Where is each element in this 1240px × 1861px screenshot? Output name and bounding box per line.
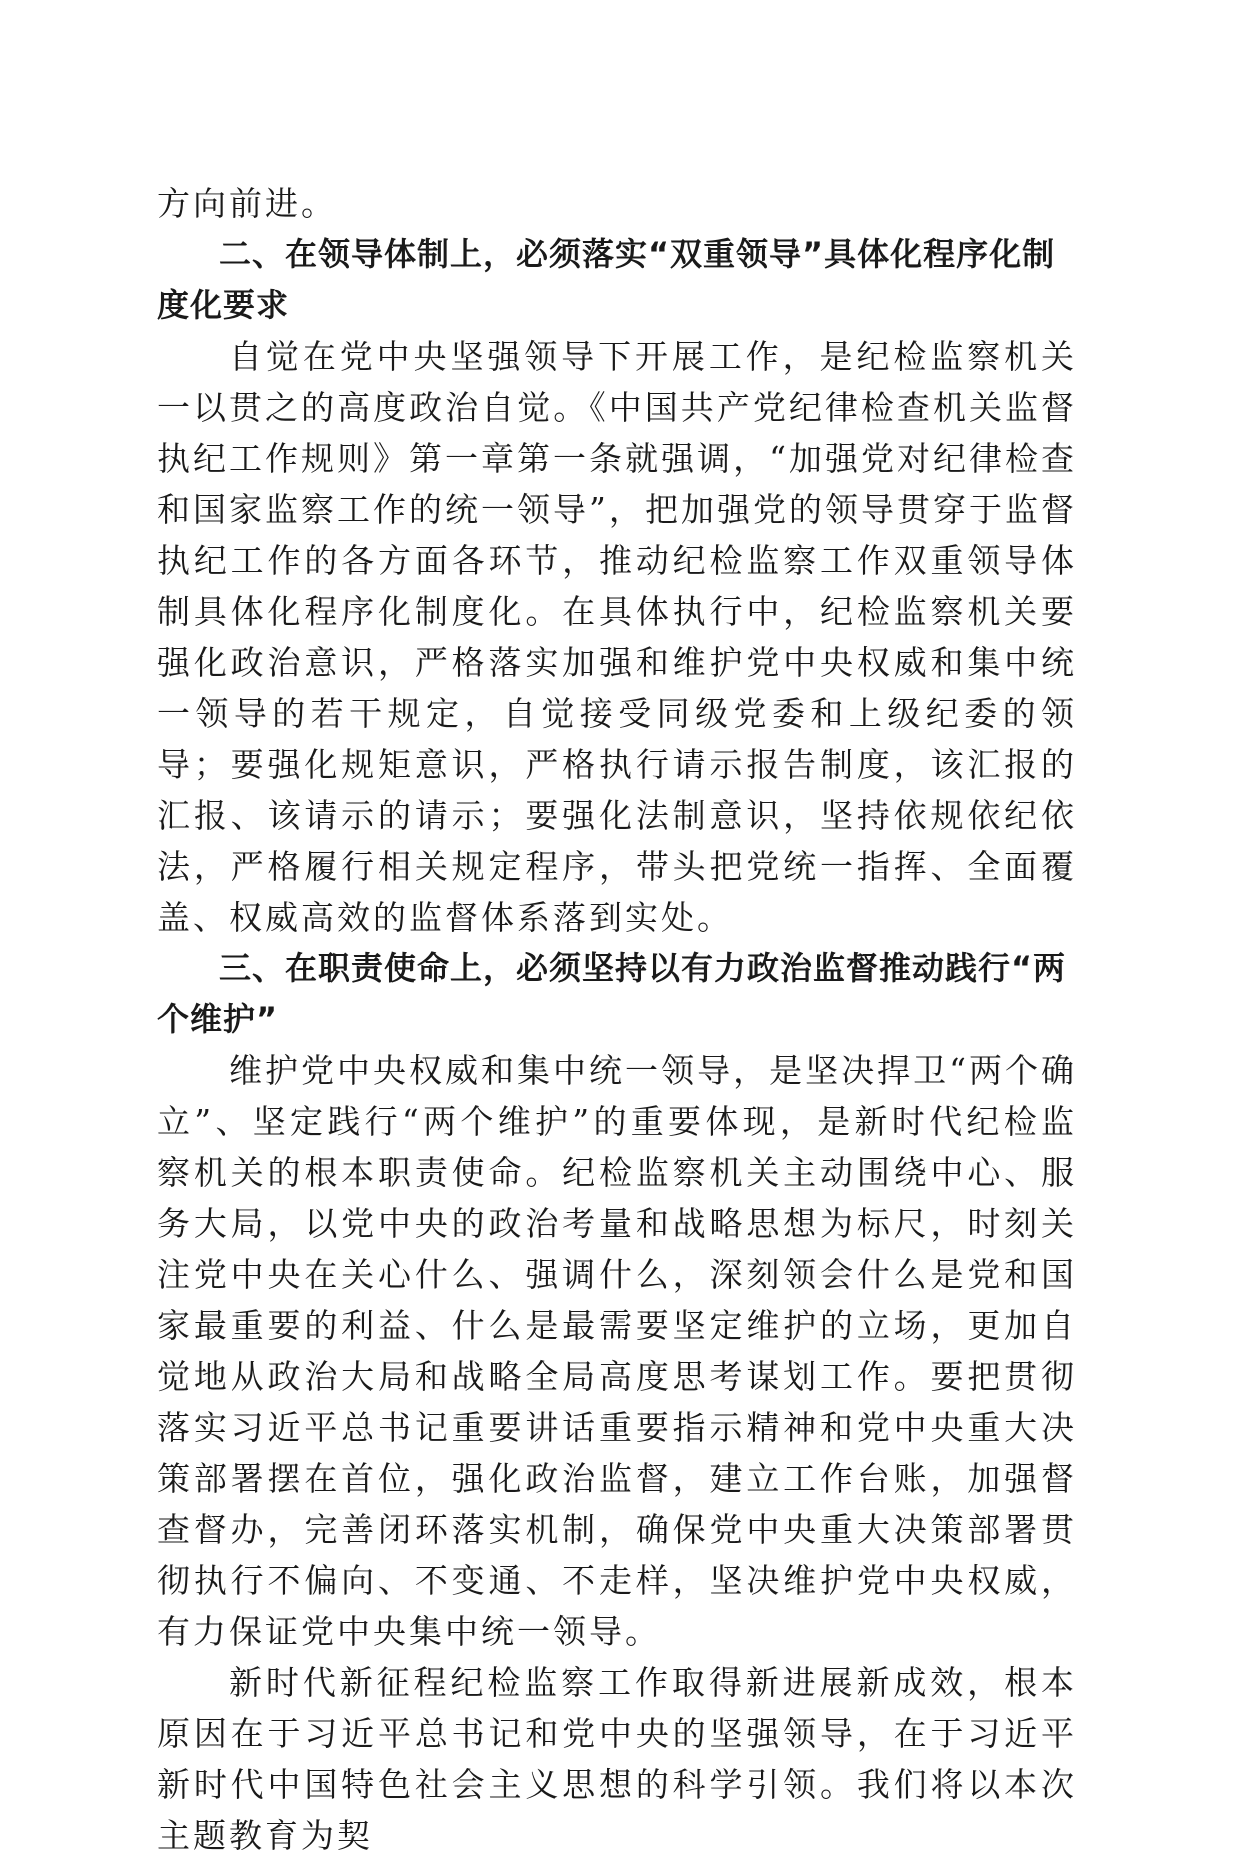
closing-paragraph: 新时代新征程纪检监察工作取得新进展新成效，根本原因在于习近平总书记和党中央的坚强领导，在于习近平新时代中国特色社会主义思想的科学引领。我们将以本次主题教育为契: [157, 1663, 1077, 1855]
section-3-paragraph: 维护党中央权威和集中统一领导，是坚决捍卫“两个确立”、坚定践行“两个维护”的重要体现，是新时代纪检监察机关的根本职责使命。纪检监察机关主动围绕中心、服务大局，以党中央的政治考量和战略思想为标尺，时刻关注党中央在关心什么、强调什么，深刻领会什么是党和国家最重要的利益、什么是最需要坚定维护的立场，更加自觉地从政治大局和战略全局高度思考谋划工作。要把贯彻落实习近平总书记重要讲话重要指示精神和党中央重大决策部署摆在首位，强化政治监督，建立工作台账，加强督查督办，完善闭环落实机制，确保党中央重大决策部署贯彻执行不偏向、不变通、不走样，坚决维护党中央权威，有力保证党中央集中统一领导。: [157, 1051, 1077, 1651]
section-2-paragraph: 自觉在党中央坚强领导下开展工作，是纪检监察机关一以贯之的高度政治自觉。《中国共产党纪律检查机关监督执纪工作规则》第一章第一条就强调，“加强党对纪律检查和国家监察工作的统一领导”，把加强党的领导贯穿于监督执纪工作的各方面各环节，推动纪检监察工作双重领导体制具体化程序化制度化。在具体执行中，纪检监察机关要强化政治意识，严格落实加强和维护党中央权威和集中统一领导的若干规定，自觉接受同级党委和上级纪委的领导；要强化规矩意识，严格执行请示报告制度，该汇报的汇报、该请示的请示；要强化法制意识，坚持依规依纪依法，严格履行相关规定程序，带头把党统一指挥、全面覆盖、权威高效的监督体系落到实处。: [157, 337, 1077, 937]
lead-line: 方向前进。: [157, 184, 337, 223]
document-body: [157, 178, 1077, 1861]
section-2-heading: 二、在领导体制上，必须落实“双重领导”具体化程序化制度化要求: [157, 235, 1056, 324]
section-3-heading: 三、在职责使命上，必须坚持以有力政治监督推动践行“两个维护”: [157, 949, 1067, 1038]
